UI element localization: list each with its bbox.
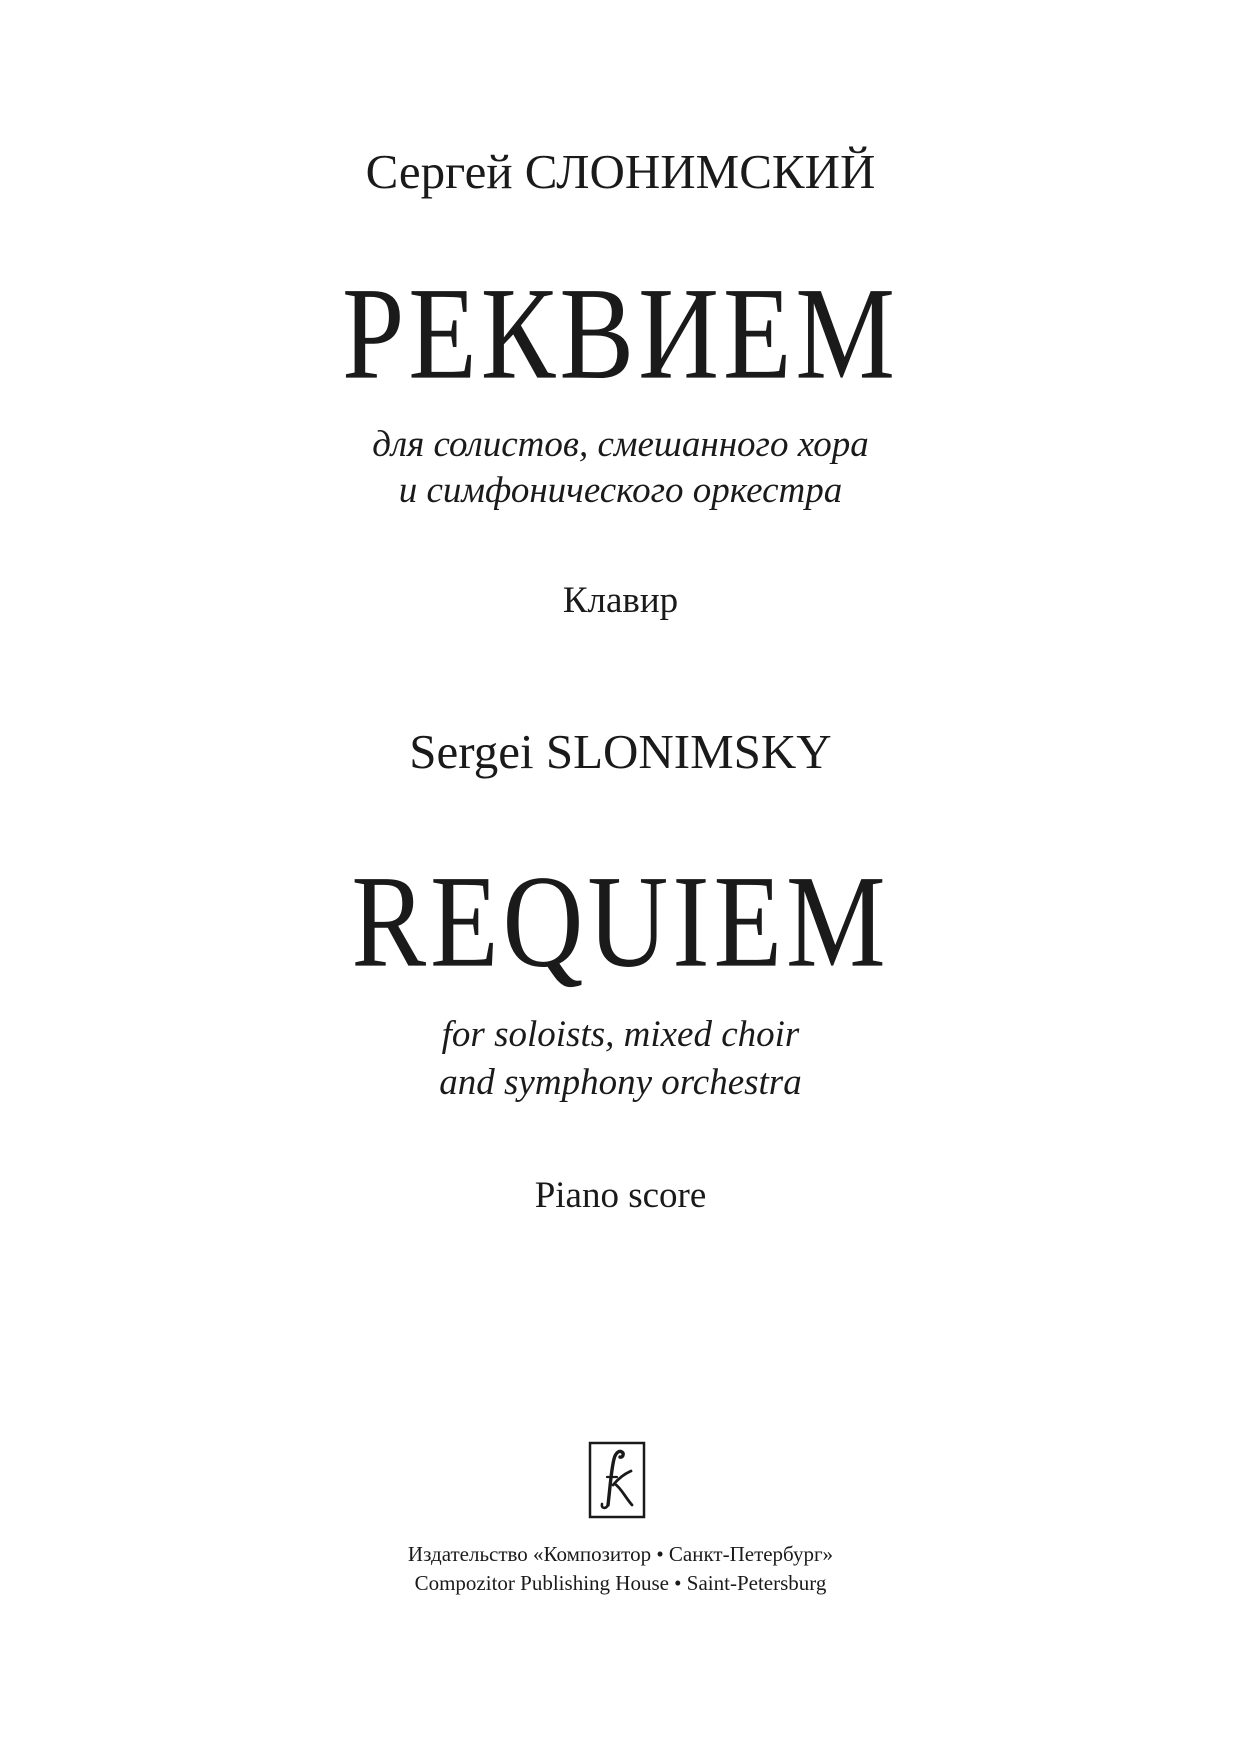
composer-name-ru: Сергей СЛОНИМСКИЙ [365,144,876,199]
subtitle-en-line2: and symphony orchestra [439,1062,802,1103]
subtitle-ru-line2: и симфонического оркестра [398,470,843,511]
score-type-ru: Клавир [562,580,679,621]
publisher-line-en: Compozitor Publishing House • Saint-Petersburg [414,1571,827,1595]
score-type-en: Piano score [534,1175,707,1216]
subtitle-en-line1: for soloists, mixed choir [441,1014,800,1055]
publisher-line-ru: Издательство «Композитор • Санкт-Петербург» [407,1542,834,1566]
composer-name-en: Sergei SLONIMSKY [409,724,832,779]
work-title-en: REQUIEM [351,848,890,996]
publisher-logo-icon [588,1441,646,1519]
subtitle-ru-line1: для солистов, смешанного хора [372,424,869,465]
work-title-ru: РЕКВИЕМ [342,260,899,408]
